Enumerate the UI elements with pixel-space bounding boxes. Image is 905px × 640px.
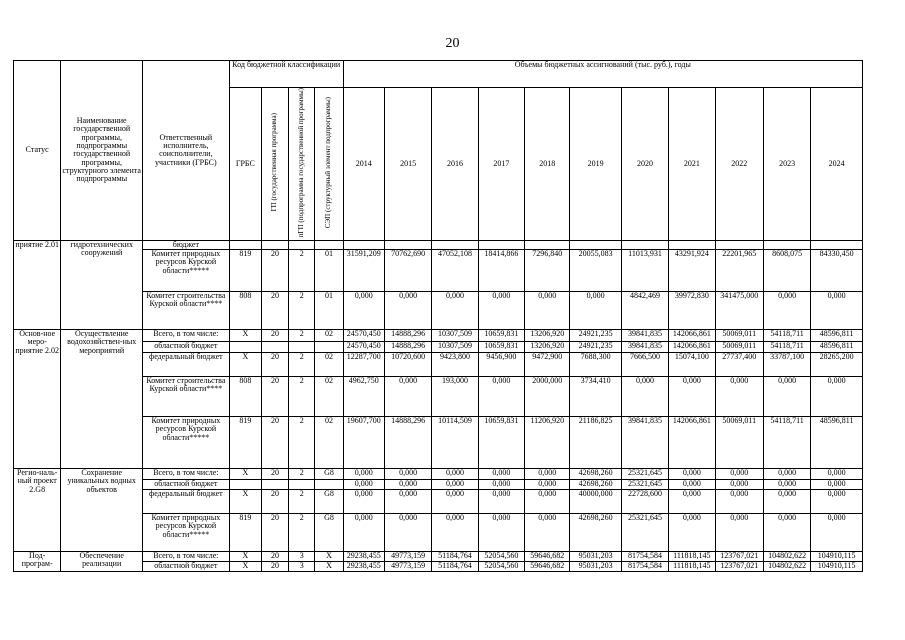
amount-cell: 0,000 bbox=[525, 513, 570, 551]
gp-cell: 20 bbox=[261, 376, 288, 416]
amount-cell: 10659,831 bbox=[478, 341, 524, 352]
amount-cell: 40000,000 bbox=[570, 489, 621, 513]
sep-cell: 02 bbox=[315, 376, 343, 416]
sep-cell: X bbox=[315, 551, 343, 561]
header-year: 2016 bbox=[432, 88, 478, 241]
amount-cell bbox=[669, 240, 715, 249]
page-number: 20 bbox=[445, 36, 460, 51]
amount-cell: 25321,645 bbox=[621, 468, 668, 479]
amount-cell: 14888,296 bbox=[384, 329, 431, 341]
amount-cell: 8608,075 bbox=[763, 249, 810, 291]
grbs-cell: X bbox=[229, 352, 261, 376]
amount-cell: 0,000 bbox=[432, 513, 478, 551]
amount-cell: 0,000 bbox=[525, 468, 570, 479]
sep-cell bbox=[315, 479, 343, 489]
amount-cell: 0,000 bbox=[763, 291, 810, 329]
header-gp: ГП (государственная программа) bbox=[261, 88, 288, 241]
amount-cell: 0,000 bbox=[478, 376, 524, 416]
grbs-cell bbox=[229, 240, 261, 249]
responsible-cell: Всего, в том числе: bbox=[143, 551, 230, 561]
amount-cell: 10307,509 bbox=[432, 329, 478, 341]
status-cell: Основ-ное меро-приятие 2.02 bbox=[14, 329, 61, 468]
amount-cell: 25321,645 bbox=[621, 513, 668, 551]
header-sep: СЭП (структурный элемент подпрограммы) bbox=[315, 88, 343, 241]
amount-cell: 0,000 bbox=[478, 468, 524, 479]
pgp-cell: 2 bbox=[289, 249, 315, 291]
amount-cell: 0,000 bbox=[384, 291, 431, 329]
amount-cell: 0,000 bbox=[669, 513, 715, 551]
amount-cell: 33787,100 bbox=[763, 352, 810, 376]
amount-cell: 104802,622 bbox=[763, 561, 810, 571]
amount-cell bbox=[811, 240, 863, 249]
sep-cell: G8 bbox=[315, 489, 343, 513]
amount-cell: 0,000 bbox=[763, 489, 810, 513]
amount-cell: 59646,682 bbox=[525, 551, 570, 561]
amount-cell: 22201,965 bbox=[715, 249, 763, 291]
pgp-cell bbox=[289, 341, 315, 352]
table-row bbox=[14, 551, 863, 561]
grbs-cell: X bbox=[229, 489, 261, 513]
amount-cell: 0,000 bbox=[763, 468, 810, 479]
amount-cell: 81754,584 bbox=[621, 551, 668, 561]
pgp-cell: 2 bbox=[289, 352, 315, 376]
responsible-cell: бюджет bbox=[143, 240, 230, 249]
amount-cell: 142066,861 bbox=[669, 416, 715, 468]
program-name-cell: Осуществление водохозяйствен-ных мероприятий bbox=[61, 329, 143, 468]
amount-cell: 123767,021 bbox=[715, 561, 763, 571]
amount-cell: 54118,711 bbox=[763, 341, 810, 352]
header-volumes-group: Объемы бюджетных ассигнований (тыс. руб.), годы bbox=[343, 61, 862, 88]
sep-cell: 02 bbox=[315, 416, 343, 468]
header-year: 2017 bbox=[478, 88, 524, 241]
amount-cell: 0,000 bbox=[570, 291, 621, 329]
grbs-cell bbox=[229, 479, 261, 489]
amount-cell: 0,000 bbox=[715, 489, 763, 513]
amount-cell: 70762,690 bbox=[384, 249, 431, 291]
program-name-cell: Обеспечение реализации bbox=[61, 551, 143, 571]
grbs-cell: X bbox=[229, 551, 261, 561]
amount-cell: 9456,900 bbox=[478, 352, 524, 376]
sep-cell: G8 bbox=[315, 513, 343, 551]
amount-cell: 0,000 bbox=[384, 468, 431, 479]
amount-cell: 51184,764 bbox=[432, 551, 478, 561]
amount-cell: 39841,835 bbox=[621, 416, 668, 468]
amount-cell: 0,000 bbox=[715, 468, 763, 479]
header-year: 2022 bbox=[715, 88, 763, 241]
amount-cell: 0,000 bbox=[669, 479, 715, 489]
gp-cell bbox=[261, 341, 288, 352]
header-year: 2014 bbox=[343, 88, 384, 241]
amount-cell: 0,000 bbox=[478, 291, 524, 329]
grbs-cell bbox=[229, 341, 261, 352]
gp-cell: 20 bbox=[261, 513, 288, 551]
pgp-cell bbox=[289, 479, 315, 489]
amount-cell: 14888,296 bbox=[384, 416, 431, 468]
header-status: Статус bbox=[14, 61, 61, 241]
responsible-cell: областной бюджет bbox=[143, 479, 230, 489]
amount-cell: 10659,831 bbox=[478, 329, 524, 341]
amount-cell: 9423,800 bbox=[432, 352, 478, 376]
amount-cell: 0,000 bbox=[763, 376, 810, 416]
gp-cell bbox=[261, 240, 288, 249]
amount-cell: 28265,200 bbox=[811, 352, 863, 376]
responsible-cell: Комитет природных ресурсов Курской области***** bbox=[143, 513, 230, 551]
sep-cell: X bbox=[315, 561, 343, 571]
amount-cell: 21186,825 bbox=[570, 416, 621, 468]
amount-cell: 0,000 bbox=[669, 376, 715, 416]
amount-cell: 111818,145 bbox=[669, 561, 715, 571]
amount-cell: 0,000 bbox=[669, 489, 715, 513]
header-year: 2020 bbox=[621, 88, 668, 241]
amount-cell: 9472,900 bbox=[525, 352, 570, 376]
responsible-cell: Комитет природных ресурсов Курской области***** bbox=[143, 249, 230, 291]
amount-cell: 54118,711 bbox=[763, 416, 810, 468]
amount-cell: 7296,840 bbox=[525, 249, 570, 291]
pgp-cell: 2 bbox=[289, 416, 315, 468]
amount-cell: 50069,011 bbox=[715, 341, 763, 352]
amount-cell: 18414,866 bbox=[478, 249, 524, 291]
amount-cell: 19607,700 bbox=[343, 416, 384, 468]
responsible-cell: Всего, в том числе: bbox=[143, 468, 230, 479]
amount-cell: 95031,203 bbox=[570, 551, 621, 561]
amount-cell: 104910,115 bbox=[811, 561, 863, 571]
amount-cell: 0,000 bbox=[343, 489, 384, 513]
amount-cell: 0,000 bbox=[811, 513, 863, 551]
amount-cell: 12287,700 bbox=[343, 352, 384, 376]
pgp-cell: 2 bbox=[289, 513, 315, 551]
responsible-cell: федеральный бюджет bbox=[143, 489, 230, 513]
grbs-cell: X bbox=[229, 561, 261, 571]
amount-cell bbox=[570, 240, 621, 249]
amount-cell: 24570,450 bbox=[343, 329, 384, 341]
amount-cell: 10307,509 bbox=[432, 341, 478, 352]
sep-cell bbox=[315, 341, 343, 352]
amount-cell: 25321,645 bbox=[621, 479, 668, 489]
amount-cell: 341475,000 bbox=[715, 291, 763, 329]
amount-cell: 4842,469 bbox=[621, 291, 668, 329]
amount-cell: 52054,560 bbox=[478, 551, 524, 561]
amount-cell: 50069,011 bbox=[715, 329, 763, 341]
pgp-cell: 3 bbox=[289, 551, 315, 561]
amount-cell: 0,000 bbox=[384, 489, 431, 513]
responsible-cell: Комитет природных ресурсов Курской области***** bbox=[143, 416, 230, 468]
amount-cell: 2000,000 bbox=[525, 376, 570, 416]
budget-table bbox=[13, 60, 863, 572]
header-year: 2015 bbox=[384, 88, 431, 241]
gp-cell: 20 bbox=[261, 416, 288, 468]
header-program-name: Наименование государственной программы, подпрограммы государственной программы, структурного элемента подпрограммы bbox=[61, 61, 143, 241]
amount-cell: 0,000 bbox=[669, 468, 715, 479]
amount-cell: 3734,410 bbox=[570, 376, 621, 416]
amount-cell: 0,000 bbox=[525, 291, 570, 329]
amount-cell: 54118,711 bbox=[763, 329, 810, 341]
amount-cell: 24570,450 bbox=[343, 341, 384, 352]
amount-cell: 10659,831 bbox=[478, 416, 524, 468]
amount-cell: 104910,115 bbox=[811, 551, 863, 561]
amount-cell bbox=[715, 240, 763, 249]
amount-cell bbox=[763, 240, 810, 249]
amount-cell: 59646,682 bbox=[525, 561, 570, 571]
header-year: 2023 bbox=[763, 88, 810, 241]
amount-cell: 0,000 bbox=[478, 513, 524, 551]
gp-cell: 20 bbox=[261, 291, 288, 329]
table-row bbox=[14, 468, 863, 479]
amount-cell: 43291,924 bbox=[669, 249, 715, 291]
program-name-cell: Сохранение уникальных водных объектов bbox=[61, 468, 143, 551]
amount-cell: 7666,500 bbox=[621, 352, 668, 376]
amount-cell: 22728,600 bbox=[621, 489, 668, 513]
amount-cell: 4962,750 bbox=[343, 376, 384, 416]
grbs-cell: 819 bbox=[229, 513, 261, 551]
amount-cell: 0,000 bbox=[811, 291, 863, 329]
amount-cell: 0,000 bbox=[811, 489, 863, 513]
amount-cell: 0,000 bbox=[715, 479, 763, 489]
amount-cell: 49773,159 bbox=[384, 561, 431, 571]
amount-cell: 0,000 bbox=[715, 513, 763, 551]
table-body bbox=[14, 240, 863, 571]
header-responsible: Ответственный исполнитель, соисполнители, участники (ГРБС) bbox=[143, 61, 230, 241]
sep-cell: 02 bbox=[315, 352, 343, 376]
responsible-cell: Комитет строительства Курской области**** bbox=[143, 376, 230, 416]
amount-cell: 104802,622 bbox=[763, 551, 810, 561]
amount-cell: 48596,811 bbox=[811, 416, 863, 468]
status-cell: Регио-наль-ный проект 2.G8 bbox=[14, 468, 61, 551]
grbs-cell: 808 bbox=[229, 291, 261, 329]
amount-cell: 29238,455 bbox=[343, 551, 384, 561]
amount-cell: 0,000 bbox=[525, 489, 570, 513]
pgp-cell: 2 bbox=[289, 489, 315, 513]
pgp-cell: 2 bbox=[289, 329, 315, 341]
table-row bbox=[14, 240, 863, 249]
amount-cell: 29238,455 bbox=[343, 561, 384, 571]
amount-cell: 42698,260 bbox=[570, 479, 621, 489]
gp-cell: 20 bbox=[261, 468, 288, 479]
amount-cell: 39841,835 bbox=[621, 329, 668, 341]
amount-cell: 11013,931 bbox=[621, 249, 668, 291]
program-name-cell: гидротехнических сооружений bbox=[61, 240, 143, 329]
grbs-cell: 819 bbox=[229, 416, 261, 468]
amount-cell: 123767,021 bbox=[715, 551, 763, 561]
amount-cell: 51184,764 bbox=[432, 561, 478, 571]
amount-cell: 27737,400 bbox=[715, 352, 763, 376]
sep-cell: 01 bbox=[315, 249, 343, 291]
amount-cell: 0,000 bbox=[525, 479, 570, 489]
amount-cell: 10720,600 bbox=[384, 352, 431, 376]
amount-cell: 13206,920 bbox=[525, 329, 570, 341]
amount-cell bbox=[525, 240, 570, 249]
amount-cell bbox=[478, 240, 524, 249]
amount-cell bbox=[432, 240, 478, 249]
amount-cell: 39841,835 bbox=[621, 341, 668, 352]
amount-cell: 84330,450 bbox=[811, 249, 863, 291]
amount-cell: 11206,920 bbox=[525, 416, 570, 468]
header-year: 2019 bbox=[570, 88, 621, 241]
amount-cell: 48596,811 bbox=[811, 341, 863, 352]
header-bk-group: Код бюджетной классификации bbox=[229, 61, 343, 88]
amount-cell: 0,000 bbox=[715, 376, 763, 416]
amount-cell: 7688,300 bbox=[570, 352, 621, 376]
amount-cell: 42698,260 bbox=[570, 513, 621, 551]
gp-cell: 20 bbox=[261, 329, 288, 341]
gp-cell: 20 bbox=[261, 249, 288, 291]
amount-cell: 0,000 bbox=[478, 479, 524, 489]
amount-cell: 20055,083 bbox=[570, 249, 621, 291]
amount-cell: 0,000 bbox=[432, 489, 478, 513]
amount-cell: 0,000 bbox=[384, 513, 431, 551]
amount-cell: 52054,560 bbox=[478, 561, 524, 571]
amount-cell: 49773,159 bbox=[384, 551, 431, 561]
pgp-cell: 3 bbox=[289, 561, 315, 571]
amount-cell: 0,000 bbox=[432, 468, 478, 479]
pgp-cell: 2 bbox=[289, 291, 315, 329]
amount-cell: 0,000 bbox=[343, 479, 384, 489]
header-pgp: пГП (подпрограмма государственной программы) bbox=[289, 88, 315, 241]
responsible-cell: областной бюджет bbox=[143, 341, 230, 352]
header-year: 2024 bbox=[811, 88, 863, 241]
grbs-cell: X bbox=[229, 329, 261, 341]
amount-cell: 0,000 bbox=[432, 479, 478, 489]
responsible-cell: Всего, в том числе: bbox=[143, 329, 230, 341]
amount-cell: 48596,811 bbox=[811, 329, 863, 341]
responsible-cell: Комитет строительства Курской области**** bbox=[143, 291, 230, 329]
amount-cell: 10114,509 bbox=[432, 416, 478, 468]
amount-cell bbox=[621, 240, 668, 249]
amount-cell: 0,000 bbox=[763, 513, 810, 551]
amount-cell bbox=[384, 240, 431, 249]
amount-cell: 0,000 bbox=[811, 376, 863, 416]
gp-cell: 20 bbox=[261, 561, 288, 571]
status-cell: Под-програм- bbox=[14, 551, 61, 571]
amount-cell: 0,000 bbox=[384, 479, 431, 489]
amount-cell: 39972,830 bbox=[669, 291, 715, 329]
amount-cell: 31591,209 bbox=[343, 249, 384, 291]
amount-cell: 142066,861 bbox=[669, 341, 715, 352]
amount-cell: 142066,861 bbox=[669, 329, 715, 341]
amount-cell: 24921,235 bbox=[570, 329, 621, 341]
sep-cell: G8 bbox=[315, 468, 343, 479]
gp-cell bbox=[261, 479, 288, 489]
grbs-cell: 808 bbox=[229, 376, 261, 416]
amount-cell: 50069,011 bbox=[715, 416, 763, 468]
amount-cell: 13206,920 bbox=[525, 341, 570, 352]
sep-cell: 01 bbox=[315, 291, 343, 329]
amount-cell: 0,000 bbox=[343, 291, 384, 329]
amount-cell: 0,000 bbox=[811, 468, 863, 479]
amount-cell: 193,000 bbox=[432, 376, 478, 416]
responsible-cell: федеральный бюджет bbox=[143, 352, 230, 376]
grbs-cell: X bbox=[229, 468, 261, 479]
amount-cell: 0,000 bbox=[384, 376, 431, 416]
gp-cell: 20 bbox=[261, 489, 288, 513]
amount-cell: 0,000 bbox=[478, 489, 524, 513]
amount-cell: 0,000 bbox=[811, 479, 863, 489]
responsible-cell: областной бюджет bbox=[143, 561, 230, 571]
status-cell: приятие 2.01 bbox=[14, 240, 61, 329]
amount-cell bbox=[343, 240, 384, 249]
header-year: 2018 bbox=[525, 88, 570, 241]
amount-cell: 42698,260 bbox=[570, 468, 621, 479]
amount-cell: 0,000 bbox=[432, 291, 478, 329]
amount-cell: 0,000 bbox=[343, 468, 384, 479]
amount-cell: 0,000 bbox=[763, 479, 810, 489]
amount-cell: 95031,203 bbox=[570, 561, 621, 571]
amount-cell: 15074,100 bbox=[669, 352, 715, 376]
amount-cell: 0,000 bbox=[621, 376, 668, 416]
amount-cell: 24921,235 bbox=[570, 341, 621, 352]
header-year: 2021 bbox=[669, 88, 715, 241]
gp-cell: 20 bbox=[261, 551, 288, 561]
amount-cell: 111818,145 bbox=[669, 551, 715, 561]
pgp-cell: 2 bbox=[289, 468, 315, 479]
pgp-cell: 2 bbox=[289, 376, 315, 416]
pgp-cell bbox=[289, 240, 315, 249]
amount-cell: 47052,108 bbox=[432, 249, 478, 291]
header-grbs: ГРБС bbox=[229, 88, 261, 241]
amount-cell: 0,000 bbox=[343, 513, 384, 551]
gp-cell: 20 bbox=[261, 352, 288, 376]
sep-cell bbox=[315, 240, 343, 249]
sep-cell: 02 bbox=[315, 329, 343, 341]
grbs-cell: 819 bbox=[229, 249, 261, 291]
table-row bbox=[14, 329, 863, 341]
amount-cell: 14888,296 bbox=[384, 341, 431, 352]
amount-cell: 81754,584 bbox=[621, 561, 668, 571]
